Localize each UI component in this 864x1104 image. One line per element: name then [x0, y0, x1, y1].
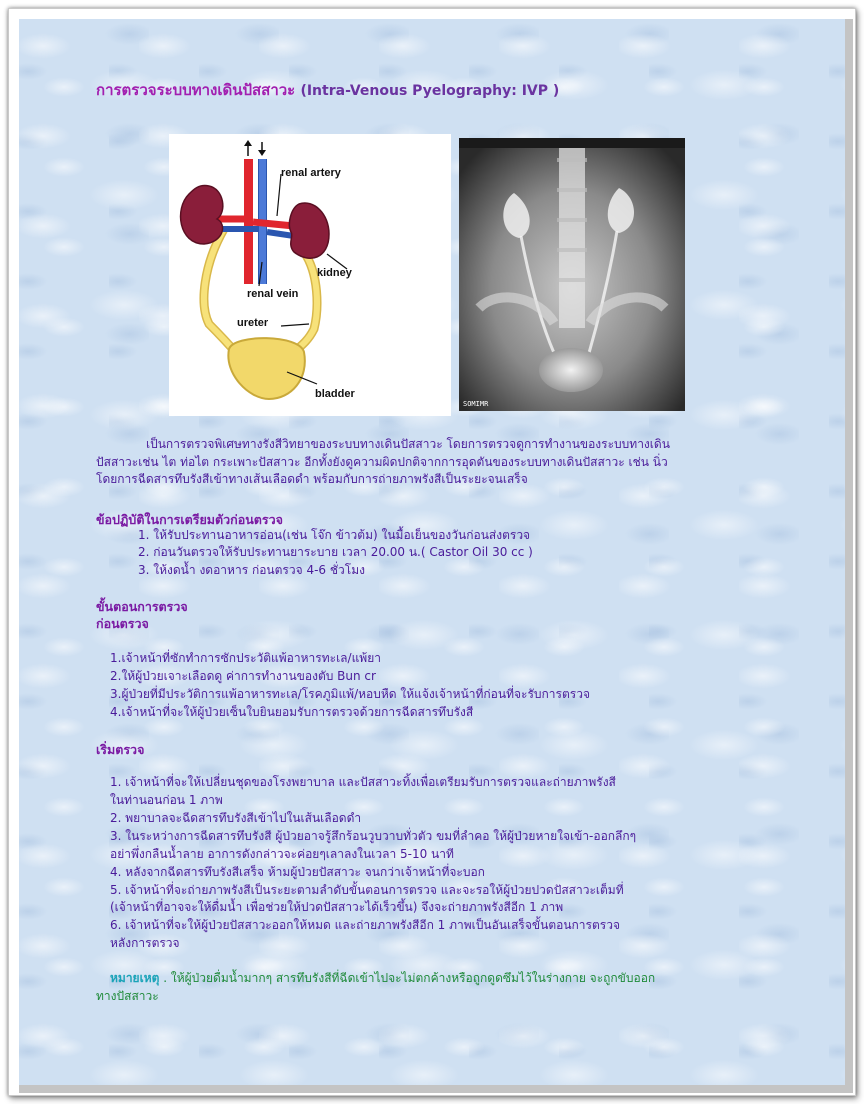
note-label: หมายเหตุ	[110, 971, 160, 985]
page-title-sub: (Intra-Venous Pyelography: IVP )	[300, 83, 560, 99]
page-title-main: การตรวจระบบทางเดินปัสสาวะ	[96, 81, 296, 99]
xray-illustration	[459, 138, 685, 411]
start-item-3-cont: อย่าพึ่งกลืนน้ำลาย อาการดังกล่าวจะค่อยๆเลาลงในเวลา 5-10 นาที	[110, 847, 454, 861]
before-exam-heading: ก่อนตรวจ	[96, 616, 149, 631]
intro-line-2: ปัสสาวะเช่น ไต ท่อไต กระเพาะปัสสาวะ อีกทั้งยังดูความผิดปกติจากการอุดตันของระบบทางเดินปัสสาวะ เช่น นิ่ว	[96, 455, 668, 469]
prep-heading: ข้อปฏิบัติในการเตรียมตัวก่อนตรวจ	[96, 512, 283, 527]
start-item-1: 1. เจ้าหน้าที่จะให้เปลี่ยนชุดของโรงพยาบาล และปัสสาวะทิ้งเพื่อเตรียมรับการตรวจและถ่ายภาพรังสี	[110, 775, 616, 789]
start-item-5: 5. เจ้าหน้าที่จะถ่ายภาพรังสีเป็นระยะตามลำดับขั้นตอนการตรวจ และจะรอให้ผู้ป่วยปวดปัสสาวะเต็มที่	[110, 883, 624, 897]
prep-item-1: 1. ให้รับประทานอาหารอ่อน(เช่น โจ๊ก ข้าวต้ม) ในมื้อเย็นของวันก่อนส่งตรวจ	[138, 528, 531, 542]
note-line-1	[110, 970, 655, 987]
note-body: . ให้ผู้ป่วยดื่มน้ำมากๆ สารทึบรังสีที่ฉีดเข้าไปจะไม่ตกค้างหรือถูกดูดซึมไว้ในร่างกาย จะถูกขับออก	[159, 971, 656, 985]
label-kidney: kidney	[317, 267, 352, 279]
steps-heading: ขั้นตอนการตรวจ	[96, 599, 188, 614]
start-item-3: 3. ในระหว่างการฉีดสารทึบรังสี ผู้ป่วยอาจรู้สึกร้อนวูบวาบทั่วตัว ขมที่ลำคอ ให้ผู้ป่วยหายใจเข้า-ออกลึกๆ	[110, 829, 637, 843]
before-item-3: 3.ผู้ป่วยที่มีประวัติการแพ้อาหารทะเล/โรคภูมิแพ้/หอบหืด ให้แจ้งเจ้าหน้าที่ก่อนที่จะรับการตรวจ	[110, 687, 590, 701]
start-item-6: 6. เจ้าหน้าที่จะให้ผู้ป่วยปัสสาวะออกให้หมด และถ่ายภาพรังสีอีก 1 ภาพเป็นอันเสร็จขั้นตอนการตรวจ	[110, 918, 620, 932]
note-line-2: ทางปัสสาวะ	[96, 989, 159, 1003]
label-bladder: bladder	[315, 388, 355, 400]
before-item-1: 1.เจ้าหน้าที่ซักทำการซักประวัติแพ้อาหารทะเล/แพ้ยา	[110, 651, 381, 665]
urinary-system-illustration	[169, 134, 451, 416]
intro-line-3: โดยการฉีดสารทึบรังสีเข้าทางเส้นเลือดดำ พร้อมกับการถ่ายภาพรังสีเป็นระยะจนเสร็จ	[96, 472, 528, 486]
urinary-system-diagram	[169, 134, 451, 416]
xray-corner-label: SOMIMR	[463, 400, 489, 408]
prep-item-2: 2. ก่อนวันตรวจให้รับประทานยาระบาย เวลา 20.00 น.( Castor Oil 30 cc )	[138, 545, 533, 559]
before-item-2: 2.ให้ผู้ป่วยเจาะเลือดดู ค่าการทำงานของตับ Bun cr	[110, 669, 376, 683]
intro-line-1: เป็นการตรวจพิเศษทางรังสีวิทยาของระบบทางเดินปัสสาวะ โดยการตรวจดูการทำงานของระบบทางเดิน	[146, 437, 670, 451]
start-item-4: 4. หลังจากฉีดสารทึบรังสีเสร็จ ห้ามผู้ป่วยปัสสาวะ จนกว่าเจ้าหน้าที่จะบอก	[110, 865, 485, 879]
label-renal-artery: renal artery	[281, 167, 341, 179]
start-item-6-cont: หลังการตรวจ	[110, 936, 180, 950]
prep-item-3: 3. ให้งดน้ำ งดอาหาร ก่อนตรวจ 4-6 ชั่วโมง	[138, 563, 365, 577]
start-item-5-cont: (เจ้าหน้าที่อาจจะให้ดื่มน้ำ เพื่อช่วยให้ปวดปัสสาวะได้เร็วขึ้น) จึงจะถ่ายภาพรังสีอีก 1 ภาพ	[110, 900, 564, 914]
start-exam-heading: เริ่มตรวจ	[96, 742, 145, 757]
label-ureter: ureter	[237, 317, 269, 329]
start-item-2: 2. พยาบาลจะฉีดสารทึบรังสีเข้าไปในเส้นเลือดดำ	[110, 811, 362, 825]
page-title	[96, 78, 559, 102]
start-item-1-cont: ในท่านอนก่อน 1 ภาพ	[110, 793, 223, 807]
label-renal-vein: renal vein	[247, 288, 299, 300]
ivp-xray-image	[459, 138, 685, 411]
before-item-4: 4.เจ้าหน้าที่จะให้ผู้ป่วยเซ็นใบยินยอมรับการตรวจด้วยการฉีดสารทึบรังสี	[110, 705, 474, 719]
